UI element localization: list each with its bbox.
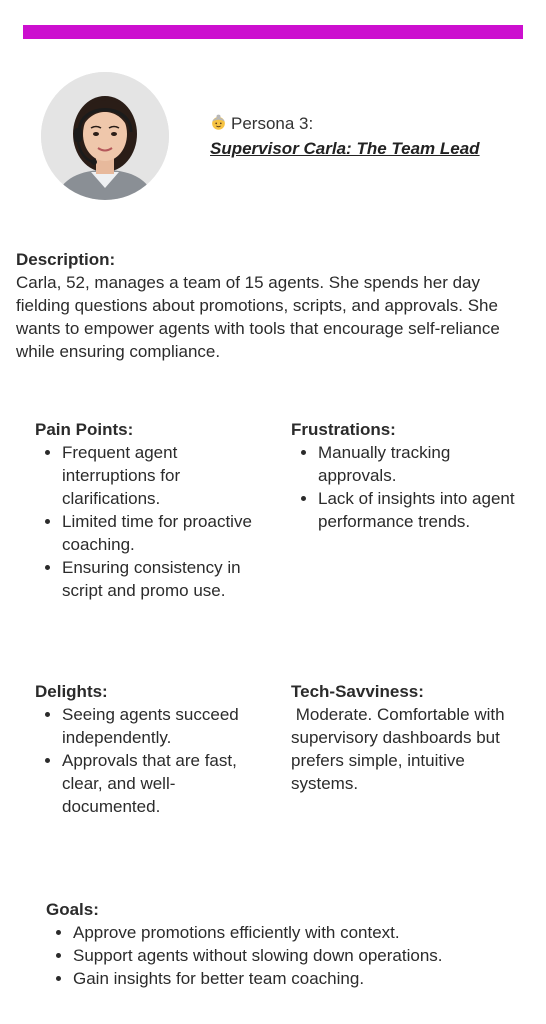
list-item: • Manually tracking approvals.	[318, 441, 521, 487]
list-item: • Support agents without slowing down operations.	[73, 944, 526, 967]
description-heading: Description:	[16, 250, 116, 269]
delights-list	[35, 703, 260, 818]
persona-label	[210, 114, 313, 134]
frustrations-list	[291, 441, 521, 533]
list-item: • Lack of insights into agent performance trends.	[318, 487, 521, 533]
description-text: Carla, 52, manages a team of 15 agents. She spends her day fielding questions about promotions, scripts, and approvals. She wants to empower agents with tools that encourage self-reliance while ensuring compliance.	[16, 273, 500, 361]
tech-savviness-heading: Tech-Savviness:	[291, 682, 424, 701]
pain-points-section	[35, 418, 260, 602]
list-item: • Limited time for proactive coaching.	[62, 510, 260, 556]
pain-points-heading: Pain Points:	[35, 420, 134, 439]
accent-bar	[23, 25, 523, 39]
list-item: • Seeing agents succeed independently.	[62, 703, 260, 749]
frustrations-heading: Frustrations:	[291, 420, 396, 439]
avatar	[41, 72, 169, 200]
delights-heading: Delights:	[35, 682, 108, 701]
persona-number: Persona 3:	[231, 114, 314, 133]
list-item: • Gain insights for better team coaching.	[73, 967, 526, 990]
goals-heading: Goals:	[46, 900, 99, 919]
goals-list	[46, 921, 526, 990]
delights-section	[35, 680, 260, 818]
goals-section	[46, 898, 526, 990]
avatar-portrait-icon	[41, 72, 169, 200]
list-item: • Ensuring consistency in script and promo use.	[62, 556, 260, 602]
list-item: • Frequent agent interruptions for clarifications.	[62, 441, 260, 510]
persona-title: Supervisor Carla: The Team Lead	[210, 139, 480, 158]
pain-points-list	[35, 441, 260, 602]
list-item: • Approvals that are fast, clear, and well-documented.	[62, 749, 260, 818]
description-section	[16, 248, 526, 363]
list-item: • Approve promotions efficiently with context.	[73, 921, 526, 944]
frustrations-section	[291, 418, 521, 533]
tech-savviness-text: Moderate. Comfortable with supervisory dashboards but prefers simple, intuitive systems.	[291, 705, 510, 793]
tech-savviness-section	[291, 680, 531, 795]
older-woman-emoji-icon	[210, 114, 227, 131]
